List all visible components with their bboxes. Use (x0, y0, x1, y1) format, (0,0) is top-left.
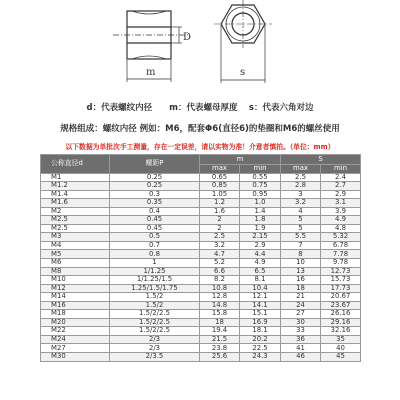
m-min-cell: 14.1 (240, 301, 281, 310)
diameter-cell: M2.5 (41, 216, 110, 225)
dimension-s-label: s (240, 67, 246, 78)
s-max-cell: 18 (281, 284, 321, 293)
diameter-cell: M27 (41, 344, 110, 353)
table-row (41, 344, 361, 353)
s-min-cell: 4.9 (321, 216, 361, 225)
s-min-cell: 2.4 (321, 173, 361, 182)
table-row (41, 318, 361, 327)
s-max-cell: 2.5 (281, 173, 321, 182)
table-row (41, 352, 361, 361)
m-min-cell: 16.9 (240, 318, 281, 327)
s-max-cell: 46 (281, 352, 321, 361)
pitch-cell: 2/3 (110, 344, 200, 353)
m-min-cell: 22.5 (240, 344, 281, 353)
diameter-cell: M2 (41, 207, 110, 216)
pitch-cell: 1.5/2/2.5 (110, 318, 200, 327)
s-max-cell: 5 (281, 216, 321, 225)
pitch-cell: 0.25 (110, 182, 200, 191)
header-s-max: max (281, 164, 321, 173)
pitch-cell: 1 (110, 258, 200, 267)
pitch-cell: 1/1.25 (110, 267, 200, 276)
s-min-cell: 4.8 (321, 224, 361, 233)
diameter-cell: M16 (41, 301, 110, 310)
dimension-m-label: m (146, 67, 156, 78)
s-min-cell: 32.16 (321, 327, 361, 336)
m-min-cell: 1.9 (240, 224, 281, 233)
m-min-cell: 18.1 (240, 327, 281, 336)
header-m: m (200, 155, 281, 165)
pitch-cell: 0.45 (110, 224, 200, 233)
header-pitch: 螺距P (110, 155, 200, 174)
s-min-cell: 29.16 (321, 318, 361, 327)
table-row (41, 267, 361, 276)
pitch-cell: 0.45 (110, 216, 200, 225)
s-min-cell: 7.78 (321, 250, 361, 259)
s-min-cell: 3.9 (321, 207, 361, 216)
m-min-cell: 0.75 (240, 182, 281, 191)
header-diameter: 公称直径d (41, 155, 110, 174)
dimension-d-label: D (183, 32, 192, 43)
s-min-cell: 12.73 (321, 267, 361, 276)
table-row (41, 233, 361, 242)
table-row (41, 284, 361, 293)
s-min-cell: 6.78 (321, 241, 361, 250)
m-max-cell: 4.7 (200, 250, 240, 259)
hex-nut-drawing (0, 0, 400, 92)
table-row (41, 310, 361, 319)
m-min-cell: 20.2 (240, 335, 281, 344)
m-min-cell: 1.0 (240, 199, 281, 208)
header-s-min: min (321, 164, 361, 173)
pitch-cell: 0.5 (110, 233, 200, 242)
pitch-cell: 2/3 (110, 335, 200, 344)
s-max-cell: 4 (281, 207, 321, 216)
m-max-cell: 12.8 (200, 293, 240, 302)
s-max-cell: 3 (281, 190, 321, 199)
s-min-cell: 23.67 (321, 301, 361, 310)
pitch-cell: 2/3.5 (110, 352, 200, 361)
m-max-cell: 0.65 (200, 173, 240, 182)
table-row (41, 190, 361, 199)
table-row (41, 224, 361, 233)
table-row (41, 250, 361, 259)
diameter-cell: M1.2 (41, 182, 110, 191)
m-max-cell: 2 (200, 216, 240, 225)
table-row (41, 258, 361, 267)
table-row (41, 335, 361, 344)
s-max-cell: 2.8 (281, 182, 321, 191)
m-max-cell: 1.2 (200, 199, 240, 208)
m-min-cell: 6.5 (240, 267, 281, 276)
s-min-cell: 45 (321, 352, 361, 361)
diameter-cell: M20 (41, 318, 110, 327)
m-max-cell: 8.2 (200, 276, 240, 285)
pitch-cell: 0.4 (110, 207, 200, 216)
table-row (41, 241, 361, 250)
s-min-cell: 5.32 (321, 233, 361, 242)
spec-table-body (41, 173, 361, 361)
pitch-cell: 1.5/2 (110, 293, 200, 302)
table-row (41, 216, 361, 225)
table-row (41, 293, 361, 302)
pitch-cell: 0.8 (110, 250, 200, 259)
m-max-cell: 21.5 (200, 335, 240, 344)
pitch-cell: 1.25/1.5/1.75 (110, 284, 200, 293)
m-min-cell: 0.55 (240, 173, 281, 182)
measurement-notice: 以下数据为单批次手工测量，存在一定误差，请以实物为准！介意者慎拍。（单位：mm） (65, 143, 335, 151)
table-row (41, 207, 361, 216)
diameter-cell: M3 (41, 233, 110, 242)
diameter-cell: M5 (41, 250, 110, 259)
s-min-cell: 35 (321, 335, 361, 344)
table-row (41, 327, 361, 336)
m-max-cell: 14.8 (200, 301, 240, 310)
m-max-cell: 2.5 (200, 233, 240, 242)
m-min-cell: 2.9 (240, 241, 281, 250)
diameter-cell: M2.5 (41, 224, 110, 233)
s-min-cell: 40 (321, 344, 361, 353)
pitch-cell: 1.5/2/2.5 (110, 327, 200, 336)
table-row (41, 301, 361, 310)
s-max-cell: 16 (281, 276, 321, 285)
diameter-cell: M1 (41, 173, 110, 182)
m-min-cell: 12.1 (240, 293, 281, 302)
diameter-cell: M1.4 (41, 190, 110, 199)
pitch-cell: 1.5/2/2.5 (110, 310, 200, 319)
diameter-cell: M6 (41, 258, 110, 267)
hex-nut-spec-table (40, 154, 361, 362)
symbol-legend: d：代表螺纹内径 m：代表螺母厚度 s：代表六角对边 (86, 103, 314, 113)
s-max-cell: 21 (281, 293, 321, 302)
diameter-cell: M8 (41, 267, 110, 276)
m-min-cell: 15.1 (240, 310, 281, 319)
m-max-cell: 6.6 (200, 267, 240, 276)
diameter-cell: M10 (41, 276, 110, 285)
table-row (41, 182, 361, 191)
s-max-cell: 3.2 (281, 199, 321, 208)
m-max-cell: 5.2 (200, 258, 240, 267)
m-max-cell: 23.8 (200, 344, 240, 353)
header-m-min: min (240, 164, 281, 173)
spec-composition-note: 规格组成：螺纹内径 例如：M6，配套Φ6(直径6)的垫圈和M6的螺丝使用 (60, 124, 340, 134)
diameter-cell: M18 (41, 310, 110, 319)
m-min-cell: 1.8 (240, 216, 281, 225)
header-s: S (281, 155, 361, 165)
s-max-cell: 33 (281, 327, 321, 336)
m-max-cell: 2 (200, 224, 240, 233)
m-max-cell: 1.05 (200, 190, 240, 199)
m-max-cell: 19.4 (200, 327, 240, 336)
pitch-cell: 0.35 (110, 199, 200, 208)
m-max-cell: 10.8 (200, 284, 240, 293)
s-max-cell: 5 (281, 224, 321, 233)
s-max-cell: 36 (281, 335, 321, 344)
s-max-cell: 27 (281, 310, 321, 319)
s-max-cell: 10 (281, 258, 321, 267)
s-min-cell: 15.73 (321, 276, 361, 285)
m-min-cell: 4.9 (240, 258, 281, 267)
table-row (41, 173, 361, 182)
m-max-cell: 15.8 (200, 310, 240, 319)
s-max-cell: 30 (281, 318, 321, 327)
diameter-cell: M22 (41, 327, 110, 336)
diameter-cell: M24 (41, 335, 110, 344)
s-min-cell: 9.78 (321, 258, 361, 267)
pitch-cell: 0.7 (110, 241, 200, 250)
pitch-cell: 0.25 (110, 173, 200, 182)
pitch-cell: 1.5/2 (110, 301, 200, 310)
table-row (41, 276, 361, 285)
diameter-cell: M14 (41, 293, 110, 302)
s-max-cell: 8 (281, 250, 321, 259)
s-min-cell: 17.73 (321, 284, 361, 293)
s-max-cell: 13 (281, 267, 321, 276)
s-max-cell: 24 (281, 301, 321, 310)
m-min-cell: 8.1 (240, 276, 281, 285)
pitch-cell: 1/1.25/1.5 (110, 276, 200, 285)
s-max-cell: 5.5 (281, 233, 321, 242)
diameter-cell: M12 (41, 284, 110, 293)
m-max-cell: 0.85 (200, 182, 240, 191)
m-max-cell: 18 (200, 318, 240, 327)
pitch-cell: 0.3 (110, 190, 200, 199)
s-min-cell: 3.1 (321, 199, 361, 208)
m-min-cell: 10.4 (240, 284, 281, 293)
diameter-cell: M4 (41, 241, 110, 250)
m-min-cell: 1.4 (240, 207, 281, 216)
s-min-cell: 2.7 (321, 182, 361, 191)
s-min-cell: 26.16 (321, 310, 361, 319)
table-row (41, 199, 361, 208)
header-m-max: max (200, 164, 240, 173)
diameter-cell: M1.6 (41, 199, 110, 208)
m-min-cell: 0.95 (240, 190, 281, 199)
s-max-cell: 7 (281, 241, 321, 250)
diameter-cell: M30 (41, 352, 110, 361)
s-max-cell: 41 (281, 344, 321, 353)
s-min-cell: 2.9 (321, 190, 361, 199)
m-max-cell: 25.6 (200, 352, 240, 361)
s-min-cell: 20.67 (321, 293, 361, 302)
m-min-cell: 4.4 (240, 250, 281, 259)
m-min-cell: 2.15 (240, 233, 281, 242)
m-max-cell: 3.2 (200, 241, 240, 250)
m-min-cell: 24.3 (240, 352, 281, 361)
m-max-cell: 1.6 (200, 207, 240, 216)
